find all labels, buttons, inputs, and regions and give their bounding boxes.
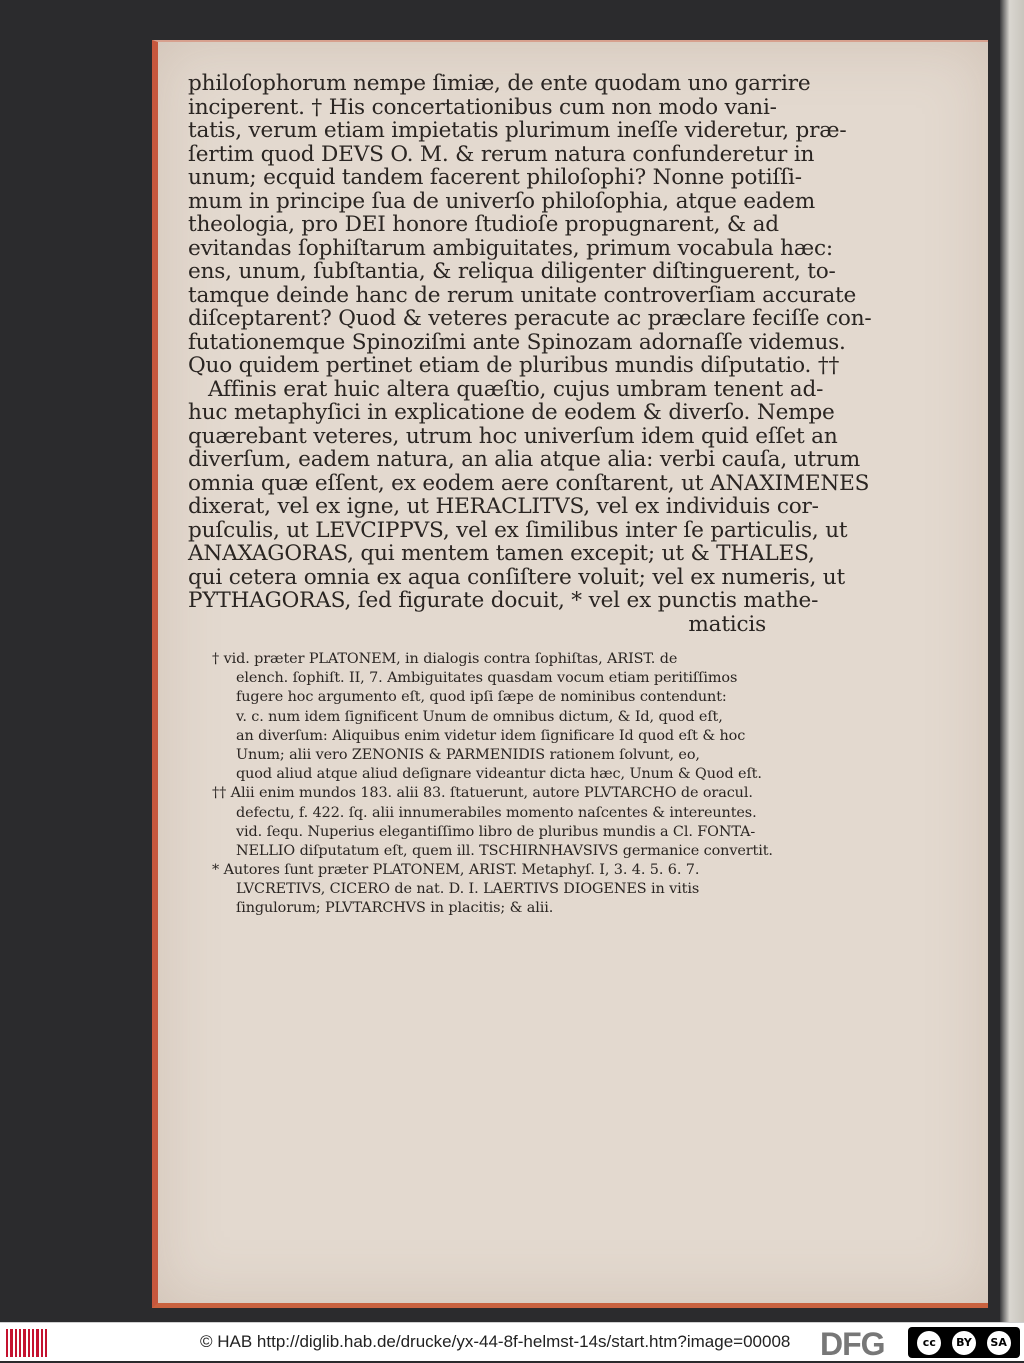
- footnote-line: LVCRETIVS, CICERO de nat. D. I. LAERTIVS DIOGENES in vitis: [236, 881, 700, 898]
- footnote-line: * Autores ſunt præter PLATONEM, ARIST. Metaphyſ. I, 3. 4. 5. 6. 7.: [212, 862, 700, 879]
- footnote-line: defectu, f. 422. ſq. alii innumerabiles momento naſcentes & intereuntes.: [236, 804, 757, 821]
- text-line: diverſum, eadem natura, an alia atque alia: verbi cauſa, utrum: [188, 447, 860, 472]
- copyright-link[interactable]: © HAB http://diglib.hab.de/drucke/yx-44-8f-helmst-14s/start.htm?image=00008: [200, 1332, 791, 1351]
- text-line: inciperent. † His concertationibus cum non modo vani-: [188, 94, 777, 120]
- license-badge-icon[interactable]: [908, 1327, 1020, 1358]
- catchword: maticis: [688, 611, 766, 637]
- footnote-line: vid. ſequ. Nuperius elegantiſſimo libro de pluribus mundis a Cl. FONTA-: [236, 823, 756, 840]
- footnote-line: quod aliud atque aliud deſignare videantur dicta hæc, Unum & Quod eſt.: [236, 766, 762, 783]
- footnote-line: elench. ſophiſt. II, 7. Ambiguitates quasdam vocum etiam peritiſſimos: [236, 670, 738, 687]
- text-line: ſertim quod DEVS O. M. & rerum natura confunderetur in: [188, 141, 815, 167]
- footnote-line: Unum; alii vero ZENONIS & PARMENIDIS rationem ſolvunt, eo,: [236, 746, 700, 763]
- hab-logo-icon: [6, 1329, 48, 1357]
- dfg-logo: DFG: [820, 1326, 885, 1362]
- footnote-line: ſingulorum; PLVTARCHVS in placitis; & alii.: [236, 900, 554, 917]
- footnotes: [212, 650, 776, 919]
- text-line: mum in principe ſua de univerſo philoſophia, atque eadem: [188, 188, 816, 214]
- cc-icon: cc: [917, 1331, 941, 1355]
- text-line: Affinis erat huic altera quæſtio, cujus umbram tenent ad-: [208, 376, 824, 402]
- text-line: tatis, verum etiam impietatis plurimum ineſſe videretur, præ-: [188, 118, 847, 143]
- text-line: omnia quæ eſſent, ex eodem aere conſtarent, ut ANAXIMENES: [188, 470, 870, 496]
- text-line: dixerat, vel ex igne, ut HERACLITVS, vel ex individuis cor-: [188, 494, 819, 519]
- text-line: ens, unum, ſubſtantia, & reliqua diligenter diſtinguerent, to-: [188, 259, 836, 284]
- footnote-line: fugere hoc argumento eſt, quod ipſi ſæpe de nominibus contendunt:: [236, 689, 727, 706]
- footnote-line: NELLIO diſputatum eſt, quem ill. TSCHIRNHAVSIVS germanice convertit.: [236, 842, 773, 859]
- text-line: theologia, pro DEI honore ſtudioſe propugnarent, & ad: [188, 212, 779, 237]
- footnote-line: an diverſum: Aliquibus enim videtur idem ſignificare Id quod eſt & hoc: [236, 727, 746, 744]
- text-line: tamque deinde hanc de rerum unitate controverſiam accurate: [188, 282, 857, 308]
- text-line: philoſophorum nempe ſimiæ, de ente quodam uno garrire: [188, 71, 811, 96]
- text-line: puſculis, ut LEVCIPPVS, vel ex ſimilibus inter ſe particulis, ut: [188, 517, 848, 543]
- text-line: qui cetera omnia ex aqua conſiſtere voluit; vel ex numeris, ut: [188, 564, 845, 590]
- text-line: futationemque Spinoziſmi ante Spinozam adornaſſe videmus.: [188, 329, 846, 355]
- text-line: evitandas ſophiſtarum ambiguitates, primum vocabula hæc:: [188, 235, 833, 261]
- main-text: [188, 71, 872, 637]
- text-line: quærebant veteres, utrum hoc univerſum idem quid eſſet an: [188, 423, 838, 449]
- footnote-line: † vid. præter PLATONEM, in dialogis contra ſophiſtas, ARIST. de: [212, 651, 678, 667]
- text-line: huc metaphyſici in explicatione de eodem & diverſo. Nempe: [188, 400, 835, 425]
- text-line: diſceptarent? Quod & veteres peracute ac præclare feciſſe con-: [188, 306, 872, 331]
- scan-edge: [1000, 0, 1024, 1322]
- sa-icon: SA: [987, 1331, 1011, 1355]
- text-line: ANAXAGORAS, qui mentem tamen excepit; ut & THALES,: [188, 541, 815, 566]
- by-icon: BY: [952, 1331, 976, 1355]
- text-line: Quo quidem pertinet etiam de pluribus mundis diſputatio. ††: [188, 353, 840, 378]
- footnote-line: v. c. num idem ſignificent Unum de omnibus dictum, & Id, quod eſt,: [236, 708, 723, 725]
- viewer-footer: [0, 1322, 1024, 1361]
- footnote-line: †† Alii enim mundos 183. alii 83. ſtatuerunt, autore PLVTARCHO de oracul.: [212, 785, 753, 802]
- text-line: unum; ecquid tandem facerent philoſophi? Nonne potiſſi-: [188, 165, 802, 190]
- text-line: PYTHAGORAS, ſed figurate docuit, * vel ex punctis mathe-: [188, 588, 819, 613]
